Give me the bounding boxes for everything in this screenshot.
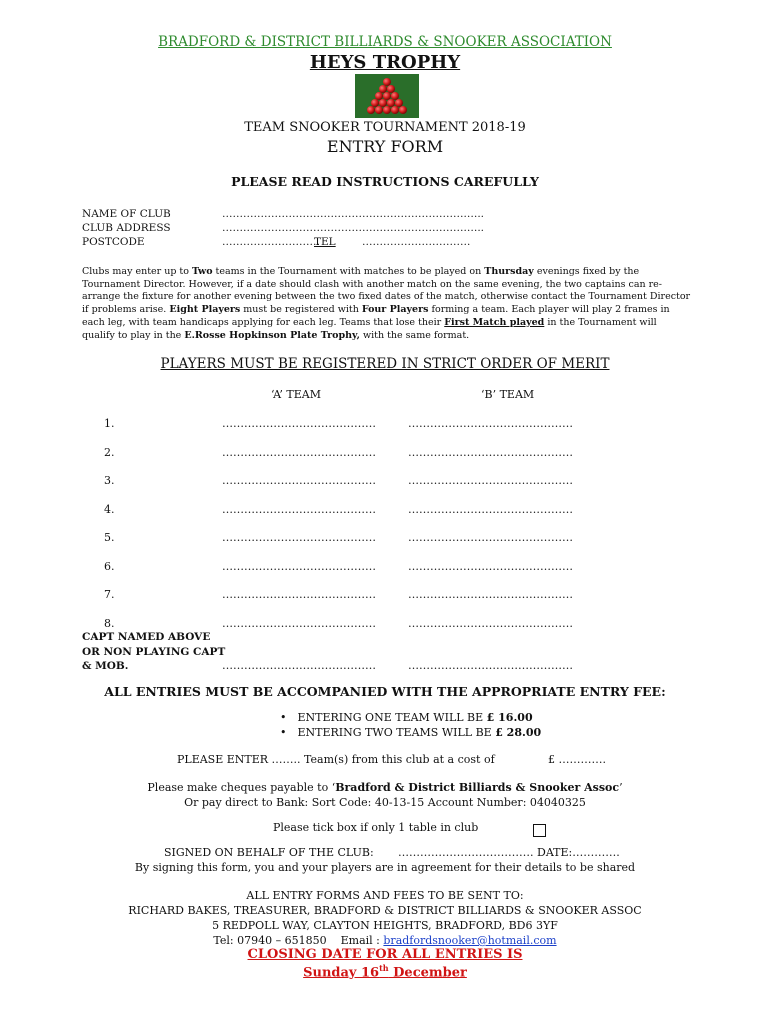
fee-two-teams: • ENTERING TWO TEAMS WILL BE £ 28.00 (280, 726, 542, 739)
player-b-field[interactable]: ……………………………………… (408, 474, 573, 487)
player-a-field[interactable]: …………………………………… (222, 474, 376, 487)
postcode-field[interactable]: ………………………. (222, 236, 320, 248)
player-b-field[interactable]: ……………………………………… (408, 588, 573, 601)
club-address-field[interactable]: …………………………………………………………….….. (222, 222, 485, 234)
team-a-header: ‘A’ TEAM (271, 388, 321, 401)
player-b-field[interactable]: ……………………………………… (408, 417, 573, 430)
closing-date-heading: CLOSING DATE FOR ALL ENTRIES IS (247, 947, 523, 962)
player-row-number: 8. (104, 617, 115, 630)
treasurer-line: RICHARD BAKES, TREASURER, BRADFORD & DISTRICT BILLIARDS & SNOOKER ASSOC (128, 904, 642, 917)
form-title: ENTRY FORM (326, 137, 444, 156)
agreement-text: By signing this form, you and your players are in agreement for their details to be shared (134, 861, 636, 874)
player-b-field[interactable]: ……………………………………… (408, 503, 573, 516)
player-b-field[interactable]: ……………………………………… (408, 617, 573, 630)
closing-date: Sunday 16th December (303, 963, 467, 981)
player-a-field[interactable]: …………………………………… (222, 503, 376, 516)
player-row-number: 4. (104, 503, 115, 516)
player-b-field[interactable]: ……………………………………… (408, 560, 573, 573)
cheque-instructions: Please make cheques payable to ‘Bradford & District Billiards & Snooker Assoc’ (147, 781, 623, 794)
player-row-number: 5. (104, 531, 115, 544)
instructions-heading: PLEASE READ INSTRUCTIONS CAREFULLY (231, 174, 539, 189)
tournament-title: TEAM SNOOKER TOURNAMENT 2018-19 (244, 120, 526, 135)
signed-label: SIGNED ON BEHALF OF THE CLUB: (164, 846, 374, 859)
captain-a-field[interactable]: …………………………………… (222, 659, 376, 672)
player-row-number: 3. (104, 474, 115, 487)
cost-field[interactable]: £ …………. (548, 753, 606, 766)
player-a-field[interactable]: …………………………………… (222, 446, 376, 459)
players-heading: PLAYERS MUST BE REGISTERED IN STRICT ORDER OF MERIT (160, 356, 610, 372)
player-a-field[interactable]: …………………………………… (222, 617, 376, 630)
postcode-label: POSTCODE (82, 236, 145, 248)
address-line: 5 REDPOLL WAY, CLAYTON HEIGHTS, BRADFORD, BD6 3YF (212, 919, 558, 932)
player-a-field[interactable]: …………………………………… (222, 560, 376, 573)
signed-field[interactable]: ………………………………. (398, 846, 534, 859)
email-link[interactable]: bradfordsnooker@hotmail.com (383, 934, 557, 947)
rules-paragraph: Clubs may enter up to Two teams in the Tournament with matches to be played on Thursday evenings fixed by the Tournament Director. However, if a date should clash with another match on the same evening, the two captains can re-arrange the fixture for another evening between the two fixed dates of the match, otherwise contact the Tournament Director if problems arise. Eight Players must be registered with Four Players forming a team. Each player will play 2 frames in each leg, with team handicaps applying for each leg. Teams that lose their First Match played in the Tournament will qualify to play in the E.Rosse Hopkinson Plate Trophy, with the same format. (82, 266, 691, 341)
send-to-heading: ALL ENTRY FORMS AND FEES TO BE SENT TO: (246, 889, 524, 902)
entry-fee-heading: ALL ENTRIES MUST BE ACCOMPANIED WITH THE APPROPRIATE ENTRY FEE: (104, 684, 666, 699)
tel-field[interactable]: …………………………. (362, 236, 471, 248)
bank-details: Or pay direct to Bank: Sort Code: 40-13-15 Account Number: 04040325 (184, 796, 586, 809)
player-a-field[interactable]: …………………………………… (222, 417, 376, 430)
player-b-field[interactable]: ……………………………………… (408, 531, 573, 544)
player-a-field[interactable]: …………………………………… (222, 531, 376, 544)
player-row-number: 1. (104, 417, 115, 430)
player-b-field[interactable]: ……………………………………… (408, 446, 573, 459)
player-row-number: 6. (104, 560, 115, 573)
club-name-field[interactable]: …………………………………………………………….….. (222, 208, 485, 220)
captain-label: CAPT NAMED ABOVE OR NON PLAYING CAPT & MOB. (82, 631, 226, 672)
captain-b-field[interactable]: ……………………………………… (408, 659, 573, 672)
association-name: BRADFORD & DISTRICT BILLIARDS & SNOOKER ASSOCIATION (158, 34, 612, 50)
date-field[interactable]: DATE:…………. (537, 846, 620, 859)
fee-one-team: • ENTERING ONE TEAM WILL BE £ 16.00 (280, 711, 533, 724)
club-name-label: NAME OF CLUB (82, 208, 171, 220)
snooker-balls-logo (355, 74, 419, 118)
contact-line: Tel: 07940 – 651850 Email : bradfordsnooker@hotmail.com (213, 934, 557, 947)
player-row-number: 2. (104, 446, 115, 459)
tick-box-label: Please tick box if only 1 table in club (273, 821, 479, 834)
please-enter-line: PLEASE ENTER …….. Team(s) from this club at a cost of (177, 753, 495, 766)
one-table-checkbox[interactable] (533, 824, 546, 837)
club-address-label: CLUB ADDRESS (82, 222, 171, 234)
tel-label: TEL (314, 236, 336, 248)
team-b-header: ‘B’ TEAM (481, 388, 535, 401)
trophy-title: HEYS TROPHY (309, 52, 461, 73)
player-row-number: 7. (104, 588, 115, 601)
player-a-field[interactable]: …………………………………… (222, 588, 376, 601)
